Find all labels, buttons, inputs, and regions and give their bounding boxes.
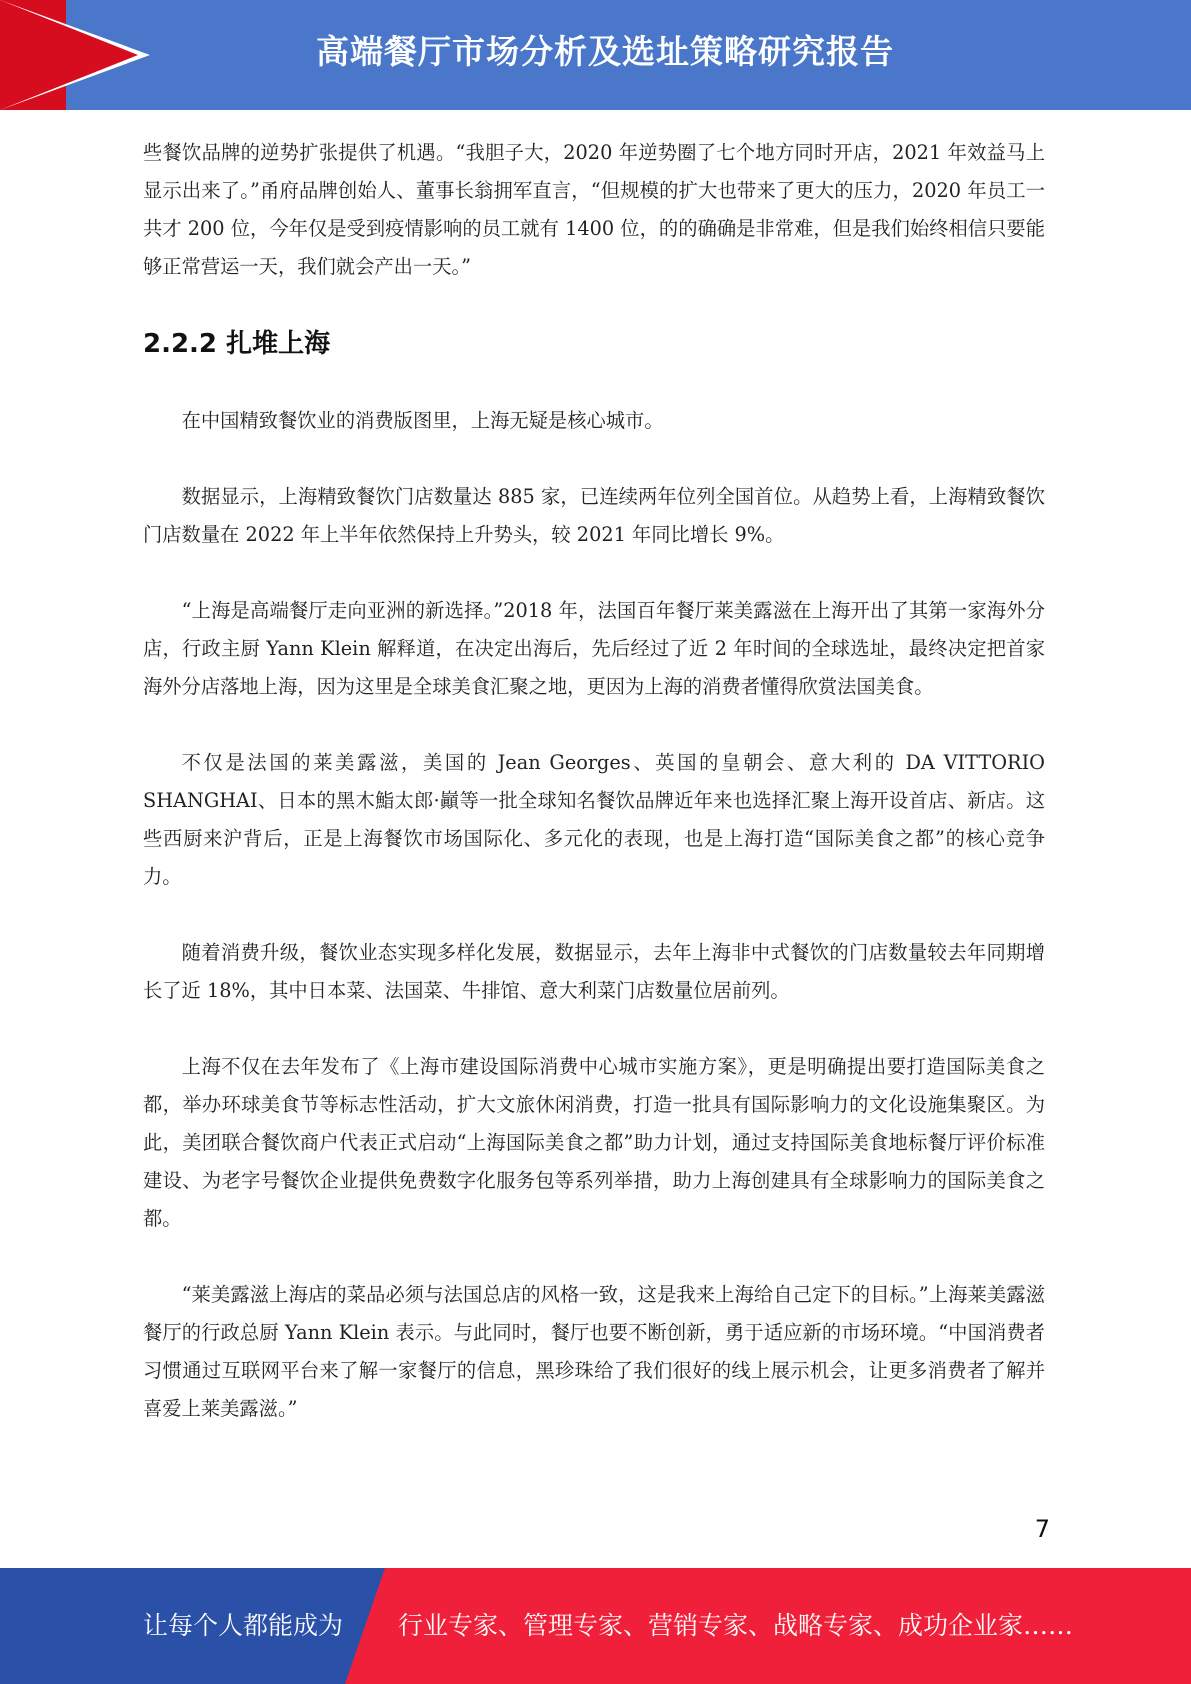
header-chevron-icon [0, 0, 138, 110]
section-heading: 2.2.2 扎堆上海 [143, 329, 331, 359]
paragraph: “上海是高端餐厅走向亚洲的新选择。”2018 年，法国百年餐厅莱美露滋在上海开出了其第一家海外分店，行政主厨 Yann Klein 解释道，在决定出海后，先后经过了近 2 年时间的全球选址，最终决定把首家海外分店落地上海，因为这里是全球美食汇聚之地，更因为上海的消费者懂得欣赏法国美食。 [143, 599, 1045, 698]
page-header [0, 0, 1191, 110]
report-title: 高端餐厅市场分析及选址策略研究报告 [316, 32, 894, 71]
footer-slogan-left: 让每个人都能成为 [143, 1611, 344, 1640]
footer-slogan-right: 行业专家、管理专家、营销专家、战略专家、成功企业家…… [398, 1611, 1074, 1640]
footer-slant-divider [345, 1568, 385, 1684]
page-footer [0, 1568, 1191, 1684]
paragraph: 随着消费升级，餐饮业态实现多样化发展，数据显示，去年上海非中式餐饮的门店数量较去年同期增长了近 18%，其中日本菜、法国菜、牛排馆、意大利菜门店数量位居前列。 [143, 941, 1045, 1002]
page-number: 7 [1034, 1515, 1050, 1543]
page-body [143, 134, 1045, 1466]
paragraph: 不仅是法国的莱美露滋，美国的 Jean Georges、英国的皇朝会、意大利的 DA VITTORIO SHANGHAI、日本的黑木鮨太郎·巓等一批全球知名餐饮品牌近年来也选择汇聚上海开设首店、新店。这些西厨来沪背后，正是上海餐饮市场国际化、多元化的表现，也是上海打造“国际美食之都”的核心竞争力。 [143, 751, 1045, 888]
paragraph-continuation: 些餐饮品牌的逆势扩张提供了机遇。“我胆子大，2020 年逆势圈了七个地方同时开店，2021 年效益马上显示出来了。”甬府品牌创始人、董事长翁拥军直言，“但规模的扩大也带来了更大的压力，2020 年员工一共才 200 位，今年仅是受到疫情影响的员工就有 1400 位，的的确确是非常难，但是我们始终相信只要能够正常营运一天，我们就会产出一天。” [143, 141, 1045, 278]
paragraph: 在中国精致餐饮业的消费版图里，上海无疑是核心城市。 [181, 409, 664, 432]
paragraph: “莱美露滋上海店的菜品必须与法国总店的风格一致，这是我来上海给自己定下的目标。”上海莱美露滋餐厅的行政总厨 Yann Klein 表示。与此同时，餐厅也要不断创新，勇于适应新的市场环境。“中国消费者习惯通过互联网平台来了解一家餐厅的信息，黑珍珠给了我们很好的线上展示机会，让更多消费者了解并喜爱上莱美露滋。” [143, 1283, 1045, 1420]
paragraph: 上海不仅在去年发布了《上海市建设国际消费中心城市实施方案》，更是明确提出要打造国际美食之都，举办环球美食节等标志性活动，扩大文旅休闲消费，打造一批具有国际影响力的文化设施集聚区。为此，美团联合餐饮商户代表正式启动“上海国际美食之都”助力计划，通过支持国际美食地标餐厅评价标准建设、为老字号餐饮企业提供免费数字化服务包等系列举措，助力上海创建具有全球影响力的国际美食之都。 [143, 1055, 1045, 1230]
paragraph: 数据显示，上海精致餐饮门店数量达 885 家，已连续两年位列全国首位。从趋势上看，上海精致餐饮门店数量在 2022 年上半年依然保持上升势头，较 2021 年同比增长 9%。 [143, 485, 1045, 546]
